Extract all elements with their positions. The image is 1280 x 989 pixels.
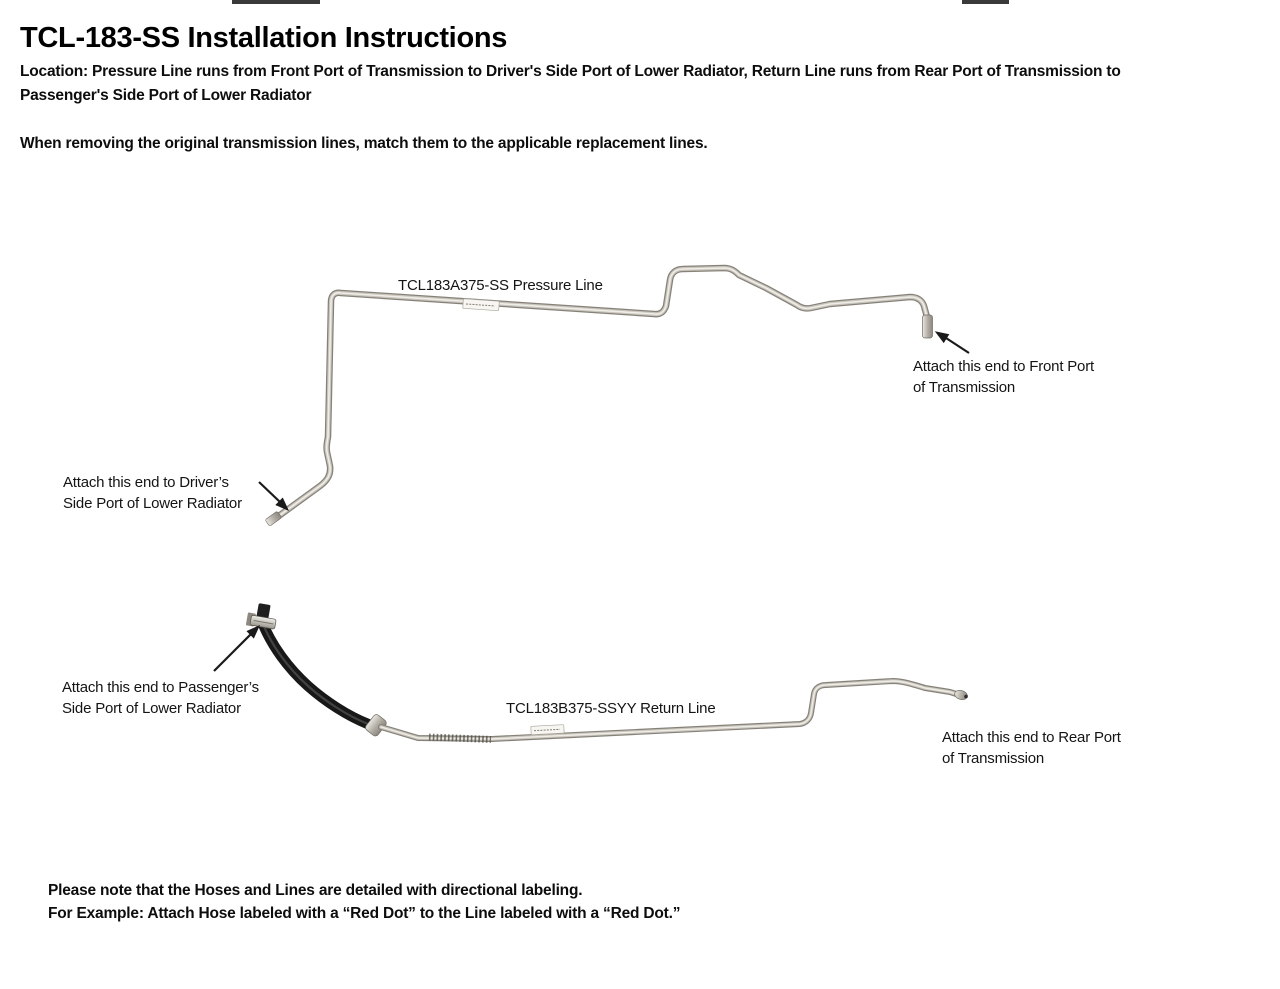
note-line-2: For Example: Attach Hose labeled with a “Red Dot” to the Line labeled with a “Red Dot.” <box>48 905 681 922</box>
pressure-line-part-label: TCL183A375-SS Pressure Line <box>398 277 603 294</box>
arrow-to-driver-side-end <box>259 482 288 510</box>
rear-port-label-line-1: Attach this end to Rear Port <box>942 729 1121 746</box>
return-line-rear-port-label <box>942 727 1121 769</box>
pressure-line-sticker <box>463 299 500 311</box>
directional-labeling-note <box>48 879 680 925</box>
location-line-1: Location: Pressure Line runs from Front Port of Transmission to Driver's Side Port of Lower Radiator, Return Line runs from Rear Port of Transmission to <box>20 63 1121 80</box>
pressure-line-front-port-label <box>913 356 1094 398</box>
driver-side-label-line-2: Side Port of Lower Radiator <box>63 495 242 512</box>
return-line-sticker <box>531 725 564 735</box>
front-port-label-line-2: of Transmission <box>913 379 1016 396</box>
passenger-side-label-line-1: Attach this end to Passenger’s <box>62 679 259 696</box>
arrow-to-front-port-end <box>936 332 969 353</box>
front-port-label-line-1: Attach this end to Front Port <box>913 358 1094 375</box>
passenger-side-label-line-2: Side Port of Lower Radiator <box>62 700 241 717</box>
pressure-line-driver-side-label <box>63 472 242 514</box>
driver-side-label-line-1: Attach this end to Driver’s <box>63 474 229 491</box>
pressure-line-photo <box>265 268 933 526</box>
return-hose-radiator-fitting <box>246 602 279 631</box>
return-line-passenger-side-label <box>62 677 259 719</box>
pressure-line-transmission-fitting <box>923 315 933 338</box>
instruction-paragraph: When removing the original transmission lines, match them to the applicable replacement lines. <box>20 135 708 152</box>
arrow-to-passenger-side-end <box>214 626 259 671</box>
return-line-part-label: TCL183B375-SSYY Return Line <box>506 700 716 717</box>
rear-port-label-line-2: of Transmission <box>942 750 1045 767</box>
location-line-2: Passenger's Side Port of Lower Radiator <box>20 87 312 104</box>
note-line-1: Please note that the Hoses and Lines are detailed with directional labeling. <box>48 882 583 899</box>
page-title: TCL-183-SS Installation Instructions <box>20 22 508 54</box>
